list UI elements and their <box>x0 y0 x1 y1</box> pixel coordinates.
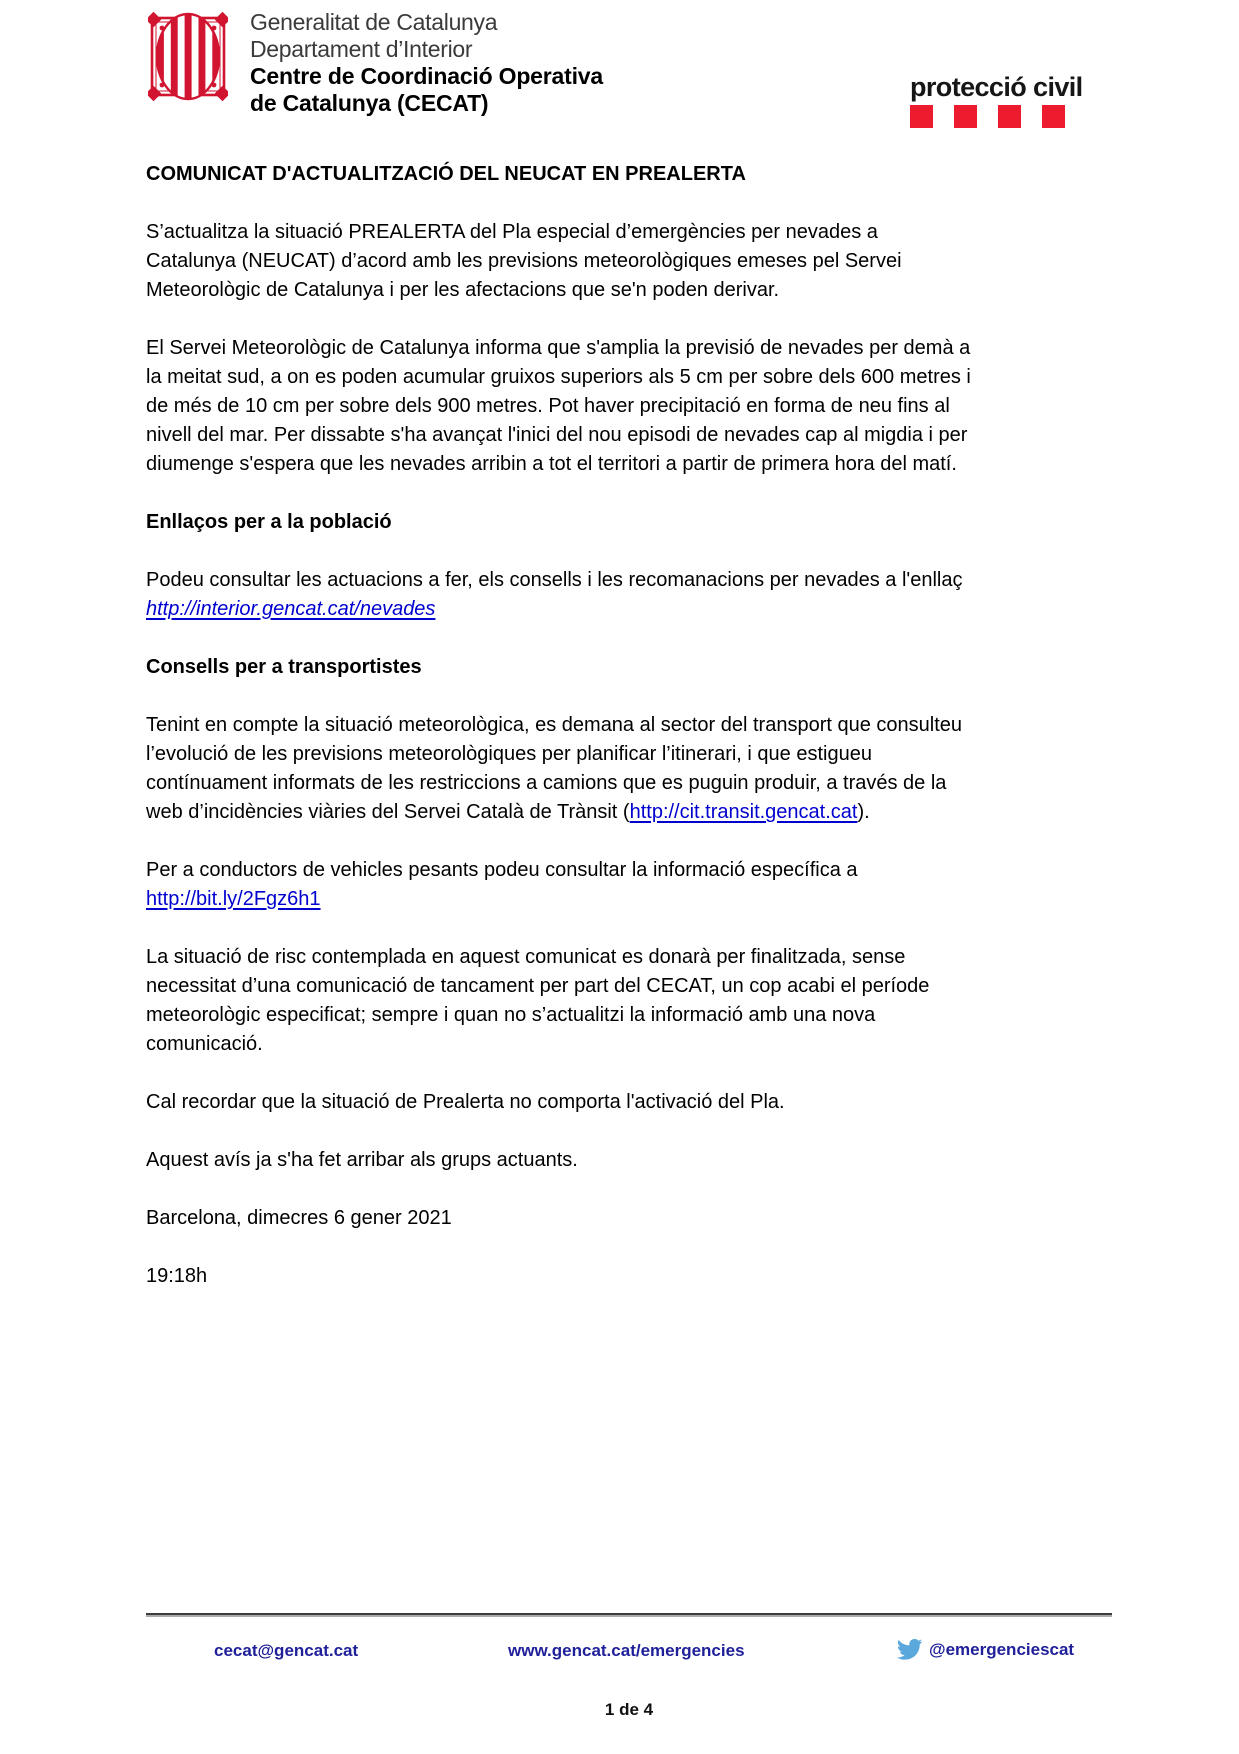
senyera-shield-icon <box>148 8 228 105</box>
text-run: Catalunya (NEUCAT) d’acord amb les previsions meteorològiques emeses pel Servei <box>146 250 902 272</box>
org-name-line3: Centre de Coordinació Operativa <box>250 63 603 89</box>
org-name-line2: Departament d’Interior <box>250 36 473 62</box>
paragraph <box>146 943 1024 1059</box>
text-run: El Servei Meteorològic de Catalunya informa que s'amplia la previsió de nevades per demà a <box>146 337 971 359</box>
text-run: Barcelona, dimecres 6 gener 2021 <box>146 1207 452 1229</box>
document-title: COMUNICAT D'ACTUALITZACIÓ DEL NEUCAT EN PREALERTA <box>146 163 746 185</box>
red-square-icon <box>1042 105 1065 128</box>
text-run: nivell del mar. Per dissabte s'ha avançat l'inici del nou episodi de nevades cap al migdia i per <box>146 424 968 446</box>
body-blocks <box>146 218 1024 1291</box>
text-run: de més de 10 cm per sobre dels 900 metres. Pot haver precipitació en forma de neu fins al <box>146 395 950 417</box>
section-heading <box>146 653 1024 682</box>
text-run: Aquest avís ja s'ha fet arribar als grups actuants. <box>146 1149 578 1171</box>
paragraph <box>146 1204 1024 1233</box>
hyperlink[interactable]: http://cit.transit.gencat.cat <box>629 801 858 823</box>
text-run: comunicació. <box>146 1033 263 1055</box>
text-run: Cal recordar que la situació de Prealerta no comporta l'activació del Pla. <box>146 1091 785 1113</box>
paragraph <box>146 334 1024 479</box>
paragraph <box>146 1146 1024 1175</box>
text-run: Podeu consultar les actuacions a fer, els consells i les recomanacions per nevades a l'enllaç <box>146 569 963 591</box>
paragraph <box>146 1262 1024 1291</box>
proteccio-civil-squares <box>910 105 1110 128</box>
proteccio-civil-label: protecció civil <box>910 72 1083 102</box>
text-run: contínuament informats de les restriccions a camions que es puguin produir, a través de la <box>146 772 947 794</box>
page-number: 1 de 4 <box>604 1700 654 1719</box>
text-run: Per a conductors de vehicles pesants podeu consultar la informació específica a <box>146 859 858 881</box>
header-organization <box>250 9 603 117</box>
org-name-line1: Generalitat de Catalunya <box>250 9 498 35</box>
text-run: ). <box>857 801 870 823</box>
text-run: meteorològic especificat; sempre i quan no s’actualitzi la informació amb una nova <box>146 1004 876 1026</box>
document-content <box>146 160 1024 1320</box>
text-run: La situació de risc contemplada en aquest comunicat es donarà per finalitzada, sense <box>146 946 906 968</box>
paragraph <box>146 856 1024 914</box>
text-run: necessitat d’una comunicació de tancament per part del CECAT, un cop acabi el període <box>146 975 930 997</box>
generalitat-crest-logo <box>148 8 228 105</box>
text-run: web d’incidències viàries del Servei Català de Trànsit ( <box>146 801 630 823</box>
hyperlink[interactable]: http://interior.gencat.cat/nevades <box>146 598 436 620</box>
text-run: Meteorològic de Catalunya i per les afectacions que se'n poden derivar. <box>146 279 780 301</box>
text-run: diumenge s'espera que les nevades arribin a tot el territori a partir de primera hora del matí. <box>146 453 957 475</box>
footer-email-link[interactable]: cecat@gencat.cat <box>214 1641 359 1660</box>
red-square-icon <box>998 105 1021 128</box>
text-run: Tenint en compte la situació meteorològica, es demana al sector del transport que consulteu <box>146 714 963 736</box>
org-name-line4: de Catalunya (CECAT) <box>250 90 489 116</box>
footer-twitter <box>896 1636 1074 1663</box>
hyperlink[interactable]: http://bit.ly/2Fgz6h1 <box>146 888 321 910</box>
text-run: l’evolució de les previsions meteorològiques per planificar l’itinerari, i que estigueu <box>146 743 872 765</box>
footer-divider <box>146 1613 1112 1617</box>
text-run: la meitat sud, a on es poden acumular gruixos superiors als 5 cm per sobre dels 600 metres i <box>146 366 971 388</box>
text-run: S’actualitza la situació PREALERTA del Pla especial d’emergències per nevades a <box>146 221 878 243</box>
red-square-icon <box>954 105 977 128</box>
red-square-icon <box>910 105 933 128</box>
text-run: Enllaços per a la població <box>146 511 392 533</box>
paragraph <box>146 218 1024 305</box>
footer-website-link[interactable]: www.gencat.cat/emergencies <box>508 1641 745 1660</box>
twitter-icon <box>896 1636 923 1663</box>
text-run: Consells per a transportistes <box>146 656 422 678</box>
paragraph <box>146 566 1024 624</box>
section-heading <box>146 508 1024 537</box>
text-run: 19:18h <box>146 1265 208 1287</box>
paragraph <box>146 711 1024 827</box>
proteccio-civil-logo <box>910 72 1110 128</box>
paragraph <box>146 1088 1024 1117</box>
footer-twitter-handle[interactable]: @emergenciescat <box>929 1639 1075 1659</box>
